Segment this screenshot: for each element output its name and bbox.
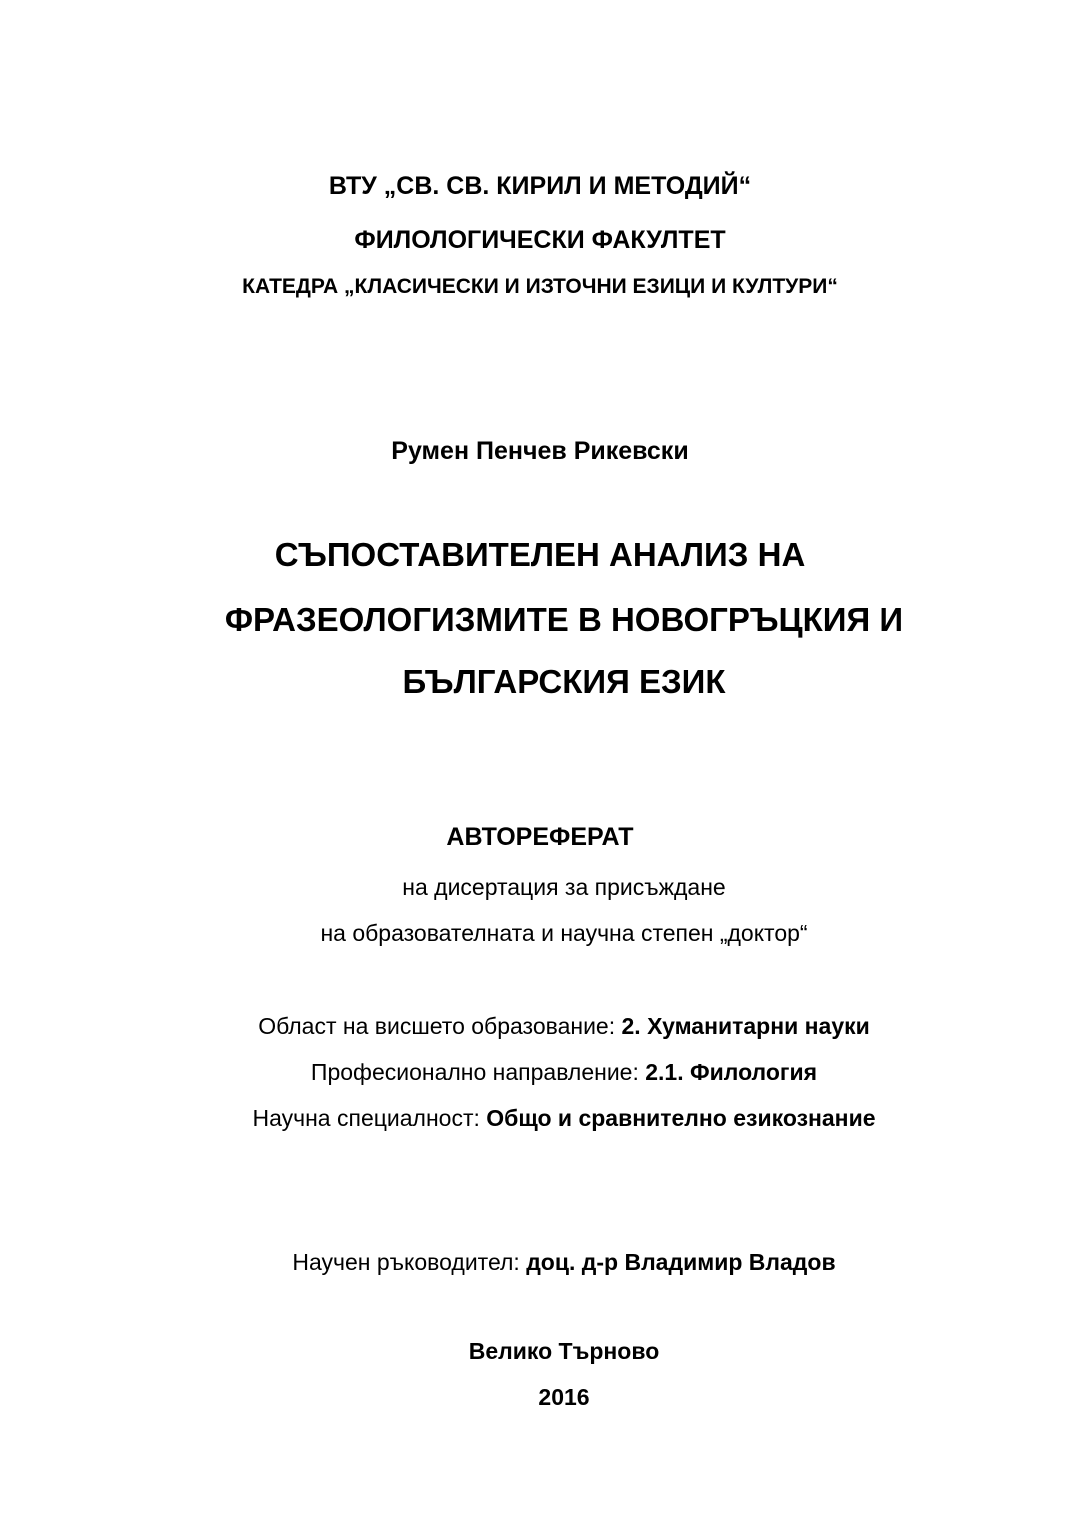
supervisor-name: доц. д-р Владимир Владов	[526, 1249, 836, 1275]
document-type-line-1: на дисертация за присъждане	[402, 874, 726, 900]
field-value: 2. Хуманитарни науки	[621, 1013, 870, 1039]
field-value: Общо и сравнително езикознание	[486, 1105, 876, 1131]
title-line-1: СЪПОСТАВИТЕЛЕН АНАЛИЗ НА	[274, 536, 806, 573]
field-label: Област на висшето образование:	[258, 1013, 622, 1039]
field-area-of-education	[24, 1013, 1080, 1040]
department-name: КАТЕДРА „КЛАСИЧЕСКИ И ИЗТОЧНИ ЕЗИЦИ И КУЛТУРИ“	[242, 275, 838, 298]
title-line-2: ФРАЗЕОЛОГИЗМИТЕ В НОВОГРЪЦКИЯ И	[224, 601, 904, 638]
university-name: ВТУ „СВ. СВ. КИРИЛ И МЕТОДИЙ“	[328, 172, 752, 200]
field-value: 2.1. Филология	[645, 1059, 818, 1085]
document-type-line-2: на образователната и научна степен „доктор“	[320, 920, 808, 946]
year: 2016	[538, 1384, 590, 1410]
title-line-3: БЪЛГАРСКИЯ ЕЗИК	[402, 663, 726, 700]
field-label: Научна специалност:	[252, 1105, 487, 1131]
author-name: Румен Пенчев Рикевски	[391, 437, 689, 465]
place: Велико Търново	[468, 1338, 660, 1364]
supervisor-label: Научен ръководител:	[292, 1249, 527, 1275]
field-professional-direction	[24, 1059, 1080, 1086]
document-type-heading: АВТОРЕФЕРАТ	[446, 823, 634, 851]
supervisor	[24, 1249, 1080, 1276]
field-label: Професионално направление:	[310, 1059, 646, 1085]
faculty-name: ФИЛОЛОГИЧЕСКИ ФАКУЛТЕТ	[354, 226, 726, 254]
field-scientific-specialty	[24, 1105, 1080, 1132]
